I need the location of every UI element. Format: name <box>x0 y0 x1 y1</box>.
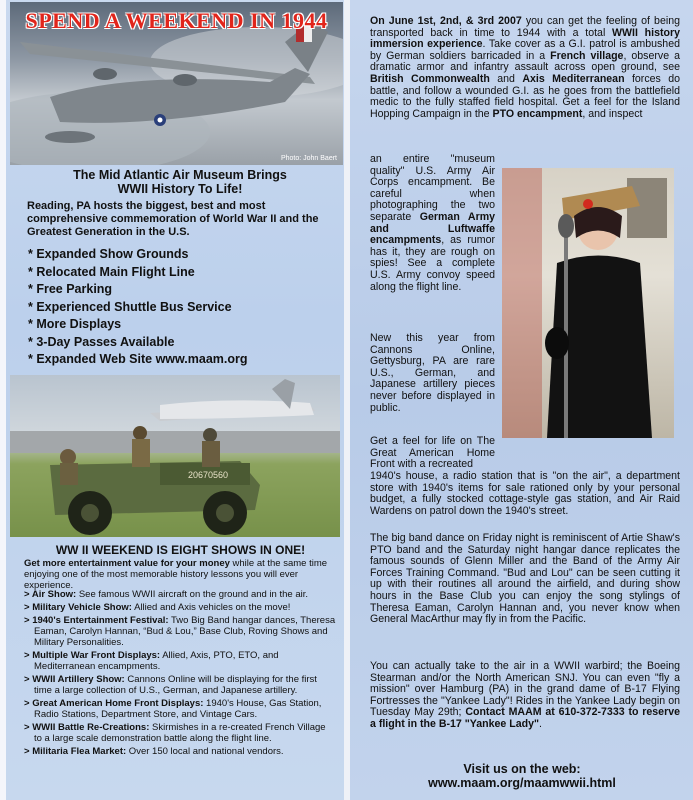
singer-photo <box>502 168 674 438</box>
text-bold: British Commonwealth <box>370 72 490 85</box>
web-url-link[interactable]: www.maam.org/maamwwii.html <box>428 776 616 790</box>
text-bold: Axis Mediterranean <box>522 72 625 85</box>
show-desc: Two Big Band hangar dances, Theresa Eaman, Carolyn Hannan, “Bud & Lou,” Base Club, Roving Shows and Military Personalities. <box>34 615 336 648</box>
show-desc: Skirmishes in a re-created French Village to a large scale demonstration battle along the flight line. <box>34 722 326 744</box>
museum-heading-line-2: WWII History To Life! <box>117 182 243 196</box>
paragraph-encampments <box>370 154 495 293</box>
paragraph-intro <box>370 16 680 120</box>
intro-text: Reading, PA hosts the biggest, best and most comprehensive commemoration of World War II and the Greatest Generation in the U.S. <box>27 200 319 238</box>
paragraph-home-front-start: Get a feel for life on The Great American Home Front with a recreated <box>370 435 495 471</box>
web-heading <box>372 762 672 790</box>
text-span: , observe a dramatic armor and infantry assault across open ground, see <box>370 49 680 74</box>
text-span: you can get the feeling of being transported back in time to 1944 with a total <box>370 15 680 39</box>
contact-info: Contact MAAM at 610-372-7333 to reserve a flight in the B-17 "Yankee Lady" <box>370 706 680 730</box>
show-desc: Allied and Axis vehicles on the move! <box>131 602 291 613</box>
feature-item: * Free Parking <box>28 281 338 299</box>
show-item: > Militaria Flea Market: Over 150 local and national vendors. <box>24 746 284 757</box>
show-name: Air Show: <box>31 589 77 600</box>
text-span: and <box>489 72 523 85</box>
singer-illustration <box>502 168 674 438</box>
text-span: . Take cover as a G.I. patrol is ambushed by German soldiers barricaded in a <box>370 38 680 62</box>
hero-photo <box>10 2 343 165</box>
show-item: > Air Show: See famous WWII aircraft on the ground and in the air. <box>24 589 309 600</box>
feature-item: * Relocated Main Flight Line <box>28 264 338 282</box>
text-bold: French village <box>550 49 624 62</box>
show-name: WWII Battle Re-Creations: <box>32 722 150 733</box>
show-name: Militaria Flea Market: <box>32 746 127 757</box>
weekend-intro-bold: Get more entertainment value for your money <box>24 558 230 569</box>
show-desc: See famous WWII aircraft on the ground and in the air. <box>76 589 309 600</box>
show-item: > Multiple War Front Displays: Allied, Axis, PTO, ETO, and Mediterranean encampments. <box>24 650 279 672</box>
jeep-photo <box>10 375 340 537</box>
hero-title: SPEND A WEEKEND IN 1944 <box>25 8 328 33</box>
show-name: 1940's Entertainment Festival: <box>32 615 169 626</box>
text-bold: German Army and Luftwaffe encampments <box>370 210 495 247</box>
jeep-and-plane-illustration <box>10 375 340 537</box>
show-desc: Over 150 local and national vendors. <box>126 746 284 757</box>
feature-item: * 3-Day Passes Available <box>28 334 338 352</box>
show-item: > 1940's Entertainment Festival: Two Big Band hangar dances, Theresa Eaman, Carolyn Hannan, “Bud & Lou,” Base Club, Roving Shows and Military Personalities. <box>24 615 336 648</box>
photo-credit: Photo: John Baert <box>280 155 337 162</box>
show-desc: Allied, Axis, PTO, ETO, and Mediterranean encampments. <box>34 650 279 672</box>
text-span: You can actually take to the air in a WWII warbird; the Boeing Stearman and/or the North American SNJ. You can even "fly a mission" over Hamburg (PA) in the grand dame of B-17 Flying Fortresses the "Yankee Lady"! Rides in the Yankee Lady begin on Tuesday May 29th; <box>370 660 680 719</box>
show-name: WWII Artillery Show: <box>32 674 125 685</box>
museum-heading <box>30 168 330 196</box>
web-heading-label: Visit us on the web: <box>463 762 581 776</box>
paragraph-big-band: The big band dance on Friday night is reminiscent of Artie Shaw's PTO band and the Saturday night hangar dance replicates the famous sounds of Glenn Miller and the Band of the Army Air Forces Training Command. "Bud and Lou" can be seen cutting it up with their routines all around the airfield, and during show hours in the Base Club you can enjoy the song stylings of Theresa Eaman, Carolyn Hannan and, you never know when General MacArthur may fly in from the Pacific. <box>370 532 680 626</box>
museum-heading-line-1: The Mid Atlantic Air Museum Brings <box>73 168 287 182</box>
text-span: . <box>539 717 542 730</box>
show-name: Great American Home Front Displays: <box>32 698 204 709</box>
text-span: , and inspect <box>582 107 643 120</box>
jeep-plate-text: 20670560 <box>188 470 229 480</box>
feature-item: * Expanded Show Grounds <box>28 246 338 264</box>
show-item: > WWII Battle Re-Creations: Skirmishes in a re-created French Village to a large scale demonstration battle along the flight line. <box>24 722 326 744</box>
paragraph-home-front: 1940's house, a radio station that is "on the air", a department store with 1940's items for sale rationed only by your personal budget, a fully stocked cottage-style gas station, and Air Raid Wardens on patrol down the 1940's street. <box>370 470 680 517</box>
show-item: > Military Vehicle Show: Allied and Axis vehicles on the move! <box>24 602 291 613</box>
weekend-heading: WW II WEEKEND IS EIGHT SHOWS IN ONE! <box>55 543 306 557</box>
show-desc: Cannons Online will be displaying for the first time a large collection of U.S., German, and Japanese artillery. <box>34 674 317 696</box>
text-span: forces do battle, and follow a wounded G.I. as he goes from the battlefield medic to the fully staffed field hospital. Get a feel for the Island Hopping Campaign in the <box>370 72 680 120</box>
text-bold: PTO encampment <box>492 107 583 120</box>
feature-item: * More Displays <box>28 316 338 334</box>
feature-list <box>28 246 338 369</box>
show-desc: 1940's House, Gas Station, Radio Stations, Department Store, and Vintage Cars. <box>34 698 322 720</box>
paragraph-artillery: New this year from Cannons Online, Gettysburg, PA are rare U.S., German, and Japanese artillery pieces never before displayed in public. <box>370 332 495 414</box>
text-bold: WWII history immersion experience <box>370 26 680 51</box>
show-item: > Great American Home Front Displays: 1940's House, Gas Station, Radio Stations, Department Store, and Vintage Cars. <box>24 698 322 720</box>
feature-item: * Expanded Web Site www.maam.org <box>28 351 338 369</box>
text-span: , as rumor has it, they are rough on spies! See a complete U.S. Army convoy speed along the flight line. <box>370 234 495 293</box>
weekend-intro <box>24 558 336 591</box>
feature-item: * Experienced Shuttle Bus Service <box>28 299 338 317</box>
text-span: an entire "museum quality" U.S. Army Air Corps encampment. Be careful when photographing the two separate <box>370 153 495 223</box>
show-list <box>24 589 336 759</box>
weekend-intro-rest: while at the same time enjoying one of the most memorable history lessons you will ever experience. <box>24 558 328 591</box>
show-item: > WWII Artillery Show: Cannons Online will be displaying for the first time a large collection of U.S., German, and Japanese artillery. <box>24 674 317 696</box>
show-name: Multiple War Front Displays: <box>32 650 161 661</box>
paragraph-flights <box>370 661 680 731</box>
show-name: Military Vehicle Show: <box>32 602 132 613</box>
event-dates: On June 1st, 2nd, & 3rd 2007 <box>370 15 522 27</box>
